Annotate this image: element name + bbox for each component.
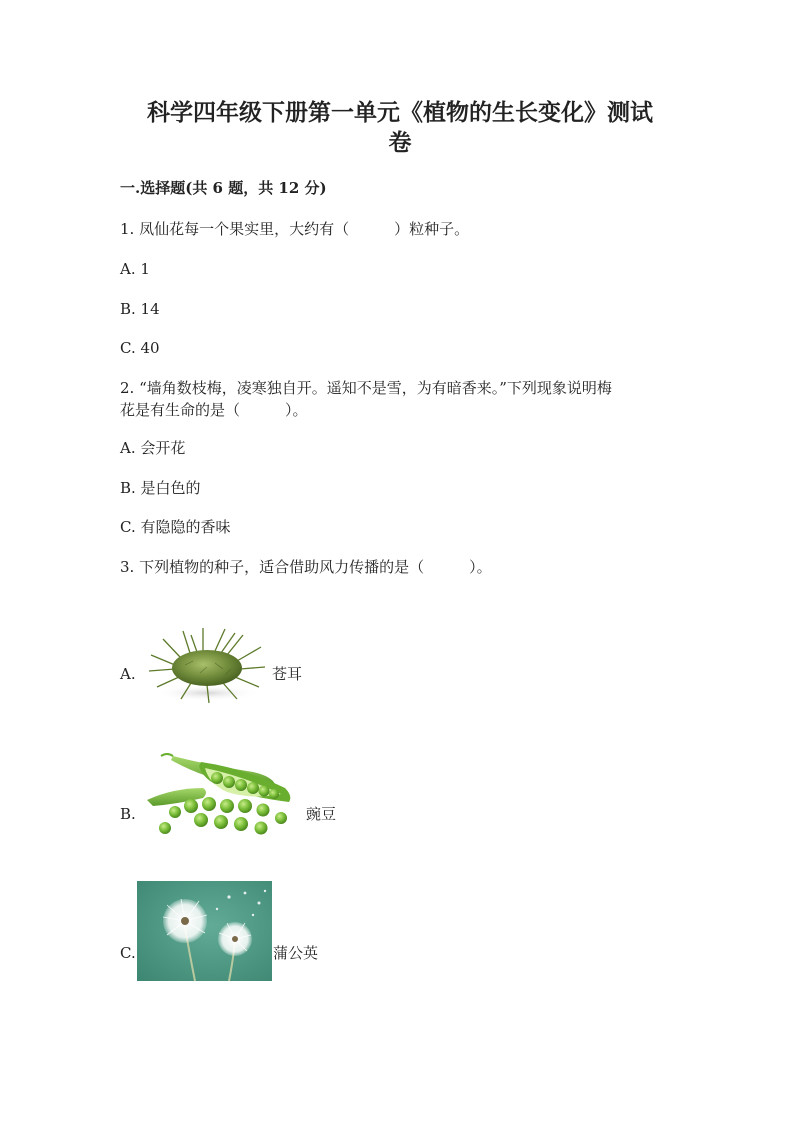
pea-image [143, 748, 303, 843]
q2-option-a: A. 会开花 [120, 439, 186, 457]
section-heading: 一.选择题(共 6 题，共 12 分) [120, 179, 327, 197]
question-3: 3. 下列植物的种子，适合借助风力传播的是（ ）。 [120, 558, 492, 576]
q3-option-b-letter: B. [120, 805, 136, 823]
q3-option-b-name: 豌豆 [306, 805, 337, 823]
cocklebur-image [145, 625, 270, 705]
page-title [0, 98, 800, 158]
q1-option-b: B. 14 [120, 300, 160, 318]
question-2-line-1: 2. “墙角数枝梅，凌寒独自开。遥知不是雪，为有暗香来。”下列现象说明梅 [120, 379, 612, 397]
question-2-line-2: 花是有生命的是（ ）。 [120, 401, 308, 419]
title-line-1: 科学四年级下册第一单元《植物的生长变化》测试 [147, 99, 653, 126]
title-line-2: 卷 [388, 129, 412, 156]
q3-option-c-name: 蒲公英 [273, 944, 319, 962]
dandelion-image [137, 881, 272, 981]
question-1: 1. 凤仙花每一个果实里，大约有（ ）粒种子。 [120, 220, 470, 238]
q3-option-a-name: 苍耳 [272, 665, 303, 683]
q2-option-c: C. 有隐隐的香味 [120, 518, 231, 536]
q3-option-a-letter: A. [120, 665, 136, 683]
q1-option-c: C. 40 [120, 339, 160, 357]
q2-option-b: B. 是白色的 [120, 479, 201, 497]
q1-option-a: A. 1 [120, 260, 150, 278]
question-2 [120, 377, 680, 421]
q3-option-c-letter: C. [120, 944, 136, 962]
